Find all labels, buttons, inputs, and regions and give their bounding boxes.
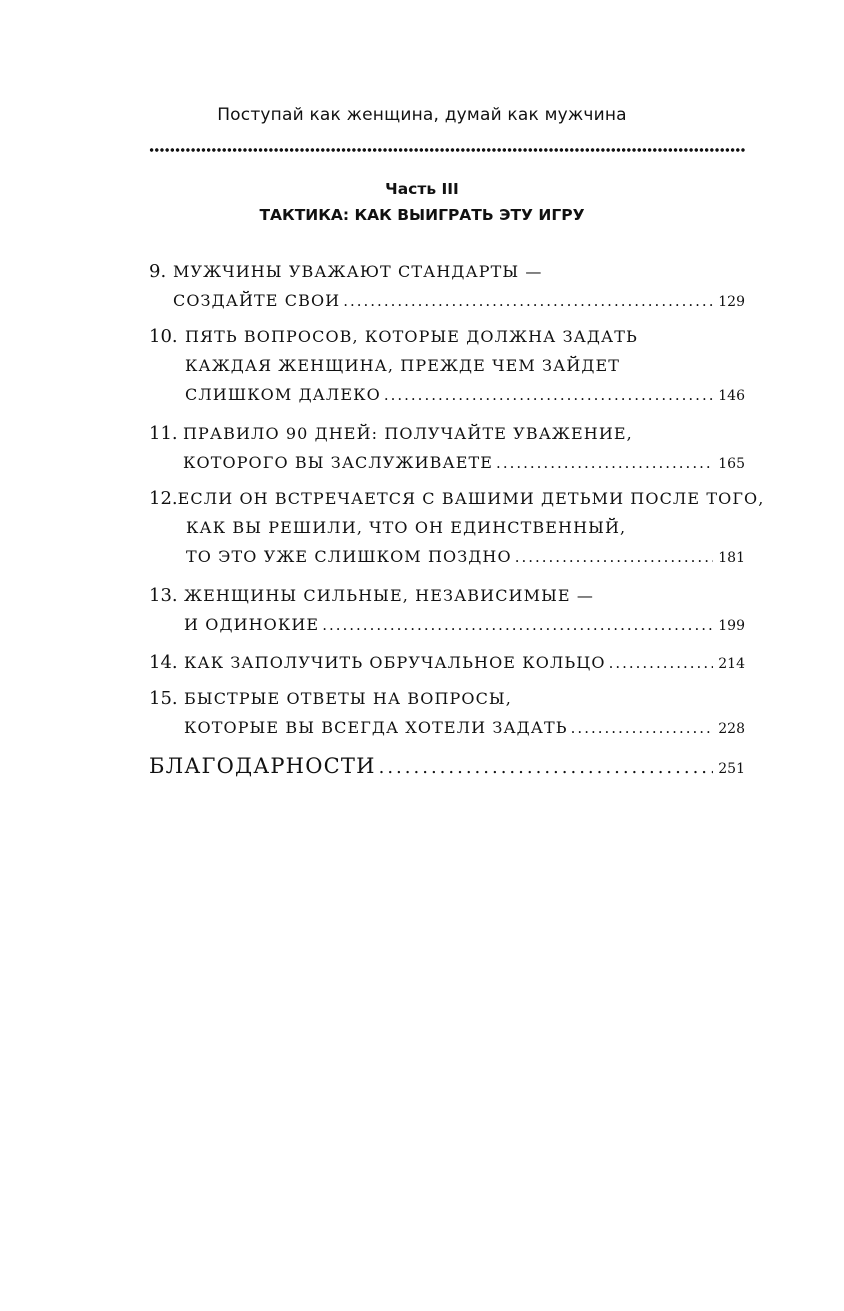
dot-leader	[384, 381, 713, 410]
toc-entry[interactable]	[149, 648, 745, 677]
toc-entry-line	[149, 380, 745, 409]
toc-entry-line	[149, 257, 745, 286]
toc-entry[interactable]	[149, 257, 745, 315]
toc-entry-title: КОТОРОГО ВЫ ЗАСЛУЖИВАЕТЕ	[183, 453, 494, 472]
toc-page-number: 214	[718, 656, 745, 672]
toc-entry-line	[149, 484, 765, 513]
dot-leader	[496, 449, 713, 478]
toc-page-number: 228	[718, 721, 745, 737]
toc-entry-number: 9.	[149, 261, 167, 282]
toc-entry-line	[149, 351, 745, 380]
toc-entry[interactable]	[149, 684, 745, 742]
toc-entry-title: КОТОРЫЕ ВЫ ВСЕГДА ХОТЕЛИ ЗАДАТЬ	[184, 718, 568, 737]
toc-page-number: 165	[718, 456, 745, 472]
toc-entry[interactable]	[149, 322, 745, 409]
toc-entry-number: 11.	[149, 423, 178, 444]
toc-entry-title: КАК ВЫ РЕШИЛИ, ЧТО ОН ЕДИНСТВЕННЫЙ,	[186, 518, 627, 537]
toc-entry-title: СОЗДАЙТЕ СВОИ	[173, 291, 341, 310]
toc-entry-title: ЕСЛИ ОН ВСТРЕЧАЕТСЯ С ВАШИМИ ДЕТЬМИ ПОСЛЕ ТОГО,	[177, 489, 765, 508]
toc-entry-line	[149, 648, 745, 677]
part-title: ТАКТИКА: КАК ВЫИГРАТЬ ЭТУ ИГРУ	[259, 206, 585, 224]
toc-entry-line	[149, 419, 745, 448]
toc-entry-number: 15.	[149, 688, 178, 709]
toc-entry-number: 14.	[149, 652, 178, 673]
toc-entry[interactable]	[149, 581, 745, 639]
toc-entry-line	[149, 713, 745, 742]
toc-entry-title: И ОДИНОКИЕ	[184, 615, 320, 634]
toc-entry-title: ПЯТЬ ВОПРОСОВ, КОТОРЫЕ ДОЛЖНА ЗАДАТЬ	[185, 327, 638, 346]
toc-entry-title: ПРАВИЛО 90 ДНЕЙ: ПОЛУЧАЙТЕ УВАЖЕНИЕ,	[183, 424, 633, 443]
running-header: Поступай как женщина, думай как мужчина	[217, 105, 627, 125]
toc-acknowledgments[interactable]	[149, 748, 745, 784]
dot-leader	[609, 649, 714, 678]
toc-entry-line	[149, 513, 745, 542]
dot-leader	[515, 543, 714, 572]
toc-entry-title: СЛИШКОМ ДАЛЕКО	[185, 385, 381, 404]
toc-entry-title: КАК ЗАПОЛУЧИТЬ ОБРУЧАЛЬНОЕ КОЛЬЦО	[184, 653, 606, 672]
dot-leader	[343, 287, 713, 316]
toc-entry-line	[149, 684, 745, 713]
dot-leader	[322, 611, 713, 640]
toc-entry-line	[149, 748, 745, 784]
toc-page-number: 251	[718, 761, 745, 777]
toc-entry-title: БЫСТРЫЕ ОТВЕТЫ НА ВОПРОСЫ,	[184, 689, 512, 708]
toc-entry-line	[149, 542, 745, 571]
dotted-divider	[149, 148, 745, 152]
dot-leader	[379, 750, 714, 786]
toc-entry-line	[149, 581, 745, 610]
toc-page-number: 199	[718, 618, 745, 634]
toc-entry-line	[149, 286, 745, 315]
toc-entry-title: ТО ЭТО УЖЕ СЛИШКОМ ПОЗДНО	[186, 547, 512, 566]
toc-page-number: 129	[718, 294, 745, 310]
toc-entry[interactable]	[149, 484, 765, 571]
toc-entry-line	[149, 448, 745, 477]
toc-entry-number: 10.	[149, 326, 178, 347]
table-of-contents	[149, 257, 765, 784]
toc-entry-title: МУЖЧИНЫ УВАЖАЮТ СТАНДАРТЫ —	[173, 262, 543, 281]
toc-entry-line	[149, 322, 745, 351]
toc-entry-number: 12.	[149, 488, 178, 509]
toc-entry-number: 13.	[149, 585, 178, 606]
acknowledgments-title: БЛАГОДАРНОСТИ	[149, 754, 376, 778]
toc-entry-title: КАЖДАЯ ЖЕНЩИНА, ПРЕЖДЕ ЧЕМ ЗАЙДЕТ	[185, 356, 621, 375]
toc-entry-line	[149, 610, 745, 639]
toc-entry[interactable]	[149, 419, 745, 477]
part-label: Часть III	[385, 180, 459, 198]
toc-page-number: 181	[718, 550, 745, 566]
toc-entry-title: ЖЕНЩИНЫ СИЛЬНЫЕ, НЕЗАВИСИМЫЕ —	[184, 586, 594, 605]
dot-leader	[571, 714, 714, 743]
toc-page-number: 146	[718, 388, 745, 404]
